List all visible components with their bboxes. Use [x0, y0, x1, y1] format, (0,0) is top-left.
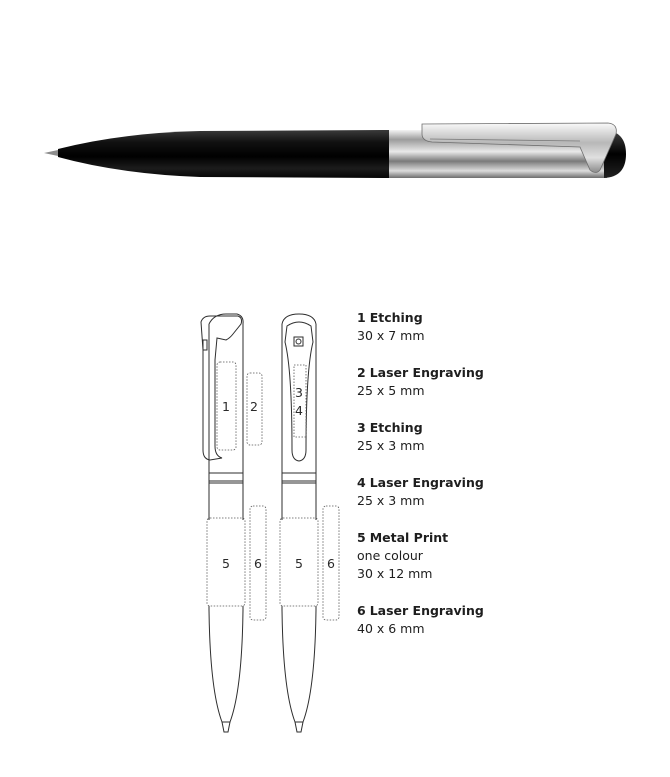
spec-item-5 [357, 529, 657, 583]
spec-item-4 [357, 474, 657, 510]
diagram-label-2: 2 [250, 399, 258, 414]
spec-title: Laser Engraving [369, 475, 484, 490]
spec-size: 25 x 3 mm [357, 493, 425, 508]
spec-number: 6 [357, 603, 366, 618]
pen-tip [44, 150, 58, 156]
spec-title: Etching [369, 420, 423, 435]
spec-number: 2 [357, 365, 366, 380]
spec-size: 25 x 5 mm [357, 383, 425, 398]
front-view-pen [282, 314, 316, 732]
print-area-3-4 [294, 365, 306, 437]
spec-item-6 [357, 602, 657, 638]
spec-number: 3 [357, 420, 366, 435]
diagram-label-6-right: 6 [327, 556, 335, 571]
diagram-label-4: 4 [295, 403, 303, 418]
spec-size: 30 x 7 mm [357, 328, 425, 343]
spec-number: 4 [357, 475, 366, 490]
print-spec-list [357, 309, 657, 638]
spec-title: Laser Engraving [369, 365, 484, 380]
spec-item-2 [357, 364, 657, 400]
spec-number: 5 [357, 530, 366, 545]
diagram-label-5-right: 5 [295, 556, 303, 571]
pen-barrel [58, 130, 390, 178]
spec-number: 1 [357, 310, 366, 325]
diagram-label-6-left: 6 [254, 556, 262, 571]
spec-item-3 [357, 419, 657, 455]
pen-photo [0, 0, 670, 260]
spec-size: 30 x 12 mm [357, 566, 433, 581]
spec-item-1 [357, 309, 657, 345]
spec-size: 25 x 3 mm [357, 438, 425, 453]
side-view-pen [201, 314, 243, 732]
spec-colour: one colour [357, 548, 423, 563]
spec-size: 40 x 6 mm [357, 621, 425, 636]
spec-title: Etching [369, 310, 423, 325]
diagram-label-3: 3 [295, 385, 303, 400]
diagram-label-5-left: 5 [222, 556, 230, 571]
diagram-label-1: 1 [222, 399, 230, 414]
spec-title: Metal Print [369, 530, 449, 545]
spec-title: Laser Engraving [369, 603, 484, 618]
